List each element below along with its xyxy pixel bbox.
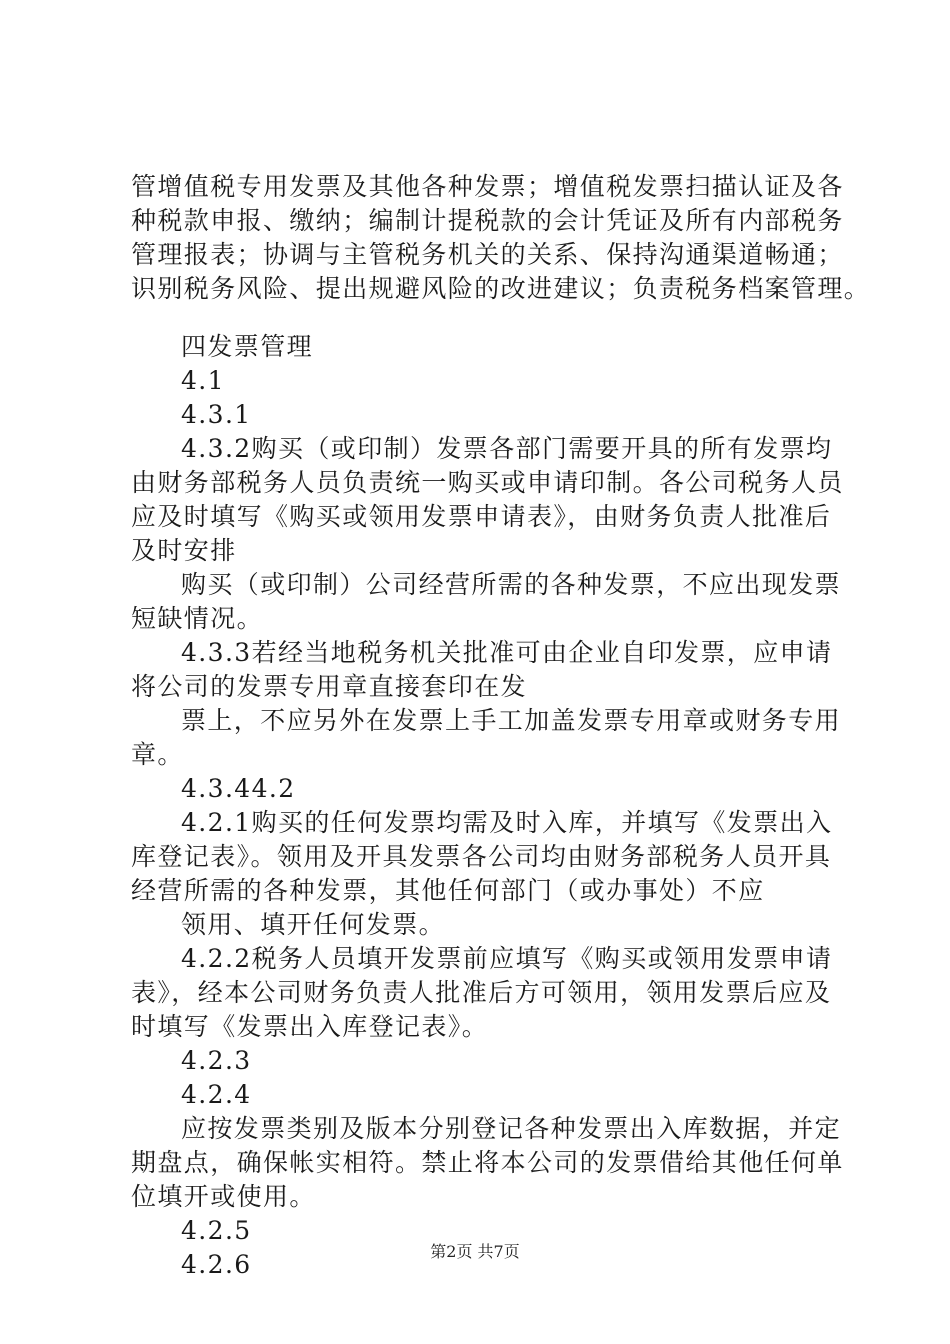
- paragraph-line: 时填写《发票出入库登记表》。: [131, 1012, 489, 1041]
- page-footer: [0, 1241, 950, 1263]
- paragraph-line: 经营所需的各种发票，其他任何部门（或办事处）不应: [131, 876, 765, 905]
- paragraph-line: 由财务部税务人员负责统一购买或申请印制。各公司税务人员: [131, 468, 844, 497]
- paragraph-line: 库登记表》。领用及开具发票各公司均由财务部税务人员开具: [131, 842, 832, 871]
- section-number: 4.3.44.2: [181, 774, 296, 803]
- paragraph-line: 期盘点，确保帐实相符。禁止将本公司的发票借给其他任何单: [131, 1148, 844, 1177]
- paragraph-line: 应按发票类别及版本分别登记各种发票出入库数据，并定: [181, 1114, 842, 1143]
- paragraph-line: 管理报表；协调与主管税务机关的关系、保持沟通渠道畅通；: [131, 240, 844, 269]
- section-number: 4.2.4: [181, 1080, 252, 1109]
- paragraph-line: 位填开或使用。: [131, 1182, 316, 1211]
- document-body: [131, 170, 871, 1282]
- section-number: 4.2.3: [181, 1046, 252, 1075]
- paragraph-line: 领用、填开任何发票。: [181, 910, 446, 939]
- paragraph-line: 4.2.1购买的任何发票均需及时入库，并填写《发票出入: [181, 808, 833, 837]
- page-number: 第2页 共7页: [430, 1242, 520, 1261]
- paragraph-line: 4.3.3若经当地税务机关批准可由企业自印发票，应申请: [181, 638, 833, 667]
- paragraph-line: 应及时填写《购买或领用发票申请表》，由财务负责人批准后: [131, 502, 832, 531]
- paragraph-line: 识别税务风险、提出规避风险的改进建议；负责税务档案管理。: [131, 274, 871, 303]
- section-heading: 四发票管理: [181, 332, 314, 361]
- paragraph-line: 4.2.2税务人员填开发票前应填写《购买或领用发票申请: [181, 944, 833, 973]
- section-number: 4.2.6: [181, 1250, 252, 1279]
- paragraph-line: 章。: [131, 740, 184, 769]
- paragraph-line: 种税款申报、缴纳；编制计提税款的会计凭证及所有内部税务: [131, 206, 844, 235]
- paragraph-line: 票上，不应另外在发票上手工加盖发票专用章或财务专用: [181, 706, 842, 735]
- paragraph-line: 表》，经本公司财务负责人批准后方可领用，领用发票后应及: [131, 978, 832, 1007]
- paragraph-line: 短缺情况。: [131, 604, 264, 633]
- paragraph-line: 购买（或印制）公司经营所需的各种发票，不应出现发票: [181, 570, 842, 599]
- paragraph-line: 及时安排: [131, 536, 237, 565]
- paragraph-line: 管增值税专用发票及其他各种发票；增值税发票扫描认证及各: [131, 172, 844, 201]
- section-number: 4.3.1: [181, 400, 252, 429]
- paragraph-line: 将公司的发票专用章直接套印在发: [131, 672, 528, 701]
- section-number: 4.1: [181, 366, 225, 395]
- paragraph-line: 4.3.2购买（或印制）发票各部门需要开具的所有发票均: [181, 434, 833, 463]
- section-number: 4.2.5: [181, 1216, 252, 1245]
